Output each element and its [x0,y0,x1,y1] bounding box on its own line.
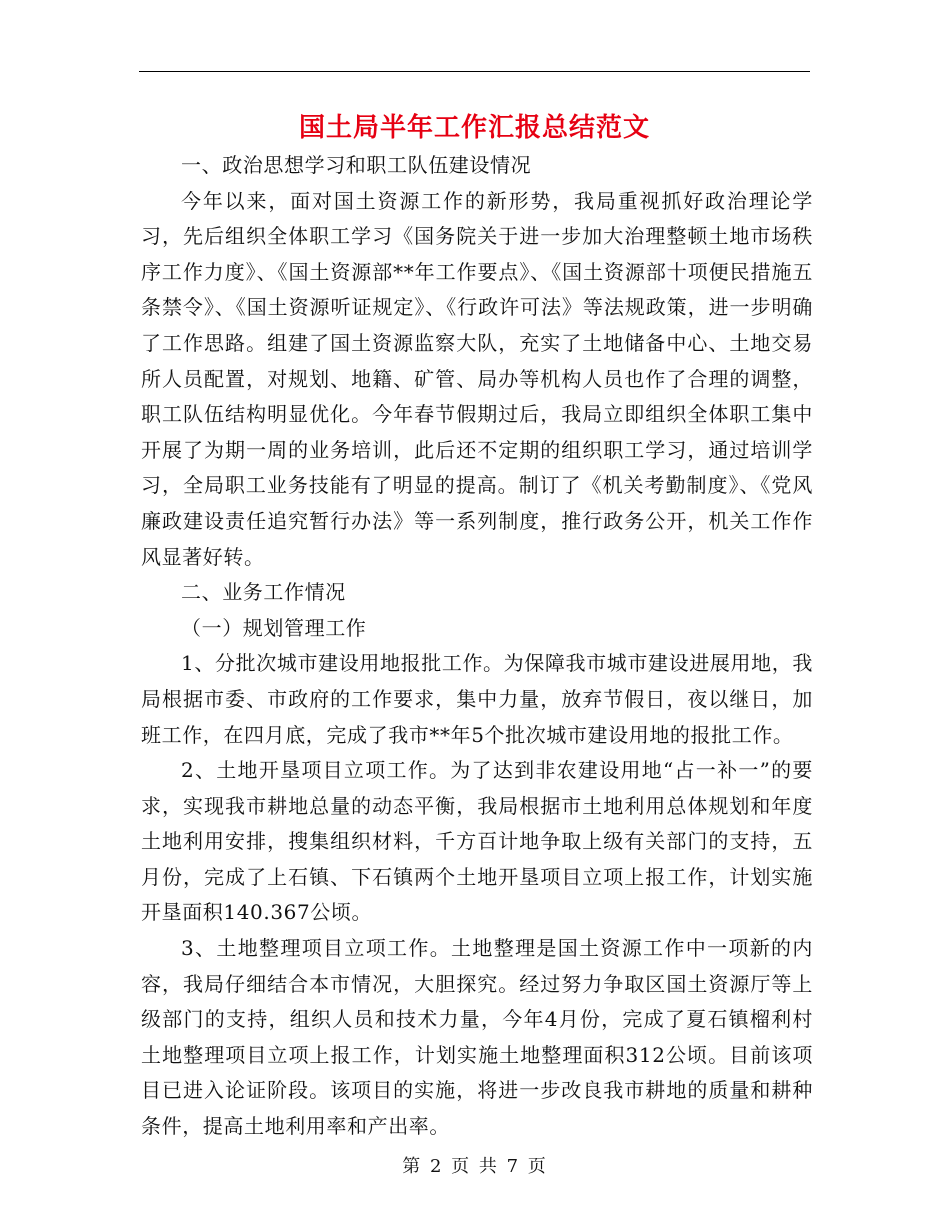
paragraph-land-consolidation: 3、土地整理项目立项工作。土地整理是国土资源工作中一项新的内容，我局仔细结合本市情况，大胆探究。经过努力争取区国土资源厅等上级部门的支持，组织人员和技术力量，今年4月份，完成了夏石镇榴利村土地整理项目立项上报工作，计划实施土地整理面积312公顷。目前该项目已进入论证阶段。该项目的实施，将进一步改良我市耕地的质量和耕种条件，提高土地利用率和产出率。 [141,936,813,1139]
paragraph-political-study: 今年以来，面对国土资源工作的新形势，我局重视抓好政治理论学习，先后组织全体职工学习《国务院关于进一步加大治理整顿土地市场秩序工作力度》、《国土资源部**年工作要点》、《国土资源部十项便民措施五条禁令》、《国土资源听证规定》、《行政许可法》等法规政策，进一步明确了工作思路。组建了国土资源监察大队，充实了土地储备中心、土地交易所人员配置，对规划、地籍、矿管、局办等机构人员也作了合理的调整，职工队伍结构明显优化。今年春节假期过后，我局立即组织全体职工集中开展了为期一周的业务培训，此后还不定期的组织职工学习，通过培训学习，全局职工业务技能有了明显的提高。制订了《机关考勤制度》、《党风廉政建设责任追究暂行办法》等一系列制度，推行政务公开，机关工作作风显著好转。 [141,188,813,569]
section-heading-2: 二、业务工作情况 [181,580,346,605]
document-title: 国土局半年工作汇报总结范文 [298,113,650,143]
paragraph-land-reclamation: 2、土地开垦项目立项工作。为了达到非农建设用地“占一补一”的要求，实现我市耕地总量的动态平衡，我局根据市土地利用总体规划和年度土地利用安排，搜集组织材料，千方百计地争取上级有关部门的支持，五月份，完成了上石镇、下石镇两个土地开垦项目立项上报工作，计划实施开垦面积140.367公顷。 [141,758,813,925]
document-body [141,148,813,1145]
subsection-heading-planning: （一）规划管理工作 [181,615,367,640]
section-heading-1: 一、政治思想学习和职工队伍建设情况 [181,153,532,177]
paragraph-land-approval: 1、分批次城市建设用地报批工作。为保障我市城市建设进展用地，我局根据市委、市政府的工作要求，集中力量，放弃节假日，夜以继日，加班工作，在四月底，完成了我市**年5个批次城市建设用地的报批工作。 [141,651,813,747]
header-rule [139,71,810,72]
page-number-footer: 第 2 页 共 7 页 [402,1156,548,1177]
